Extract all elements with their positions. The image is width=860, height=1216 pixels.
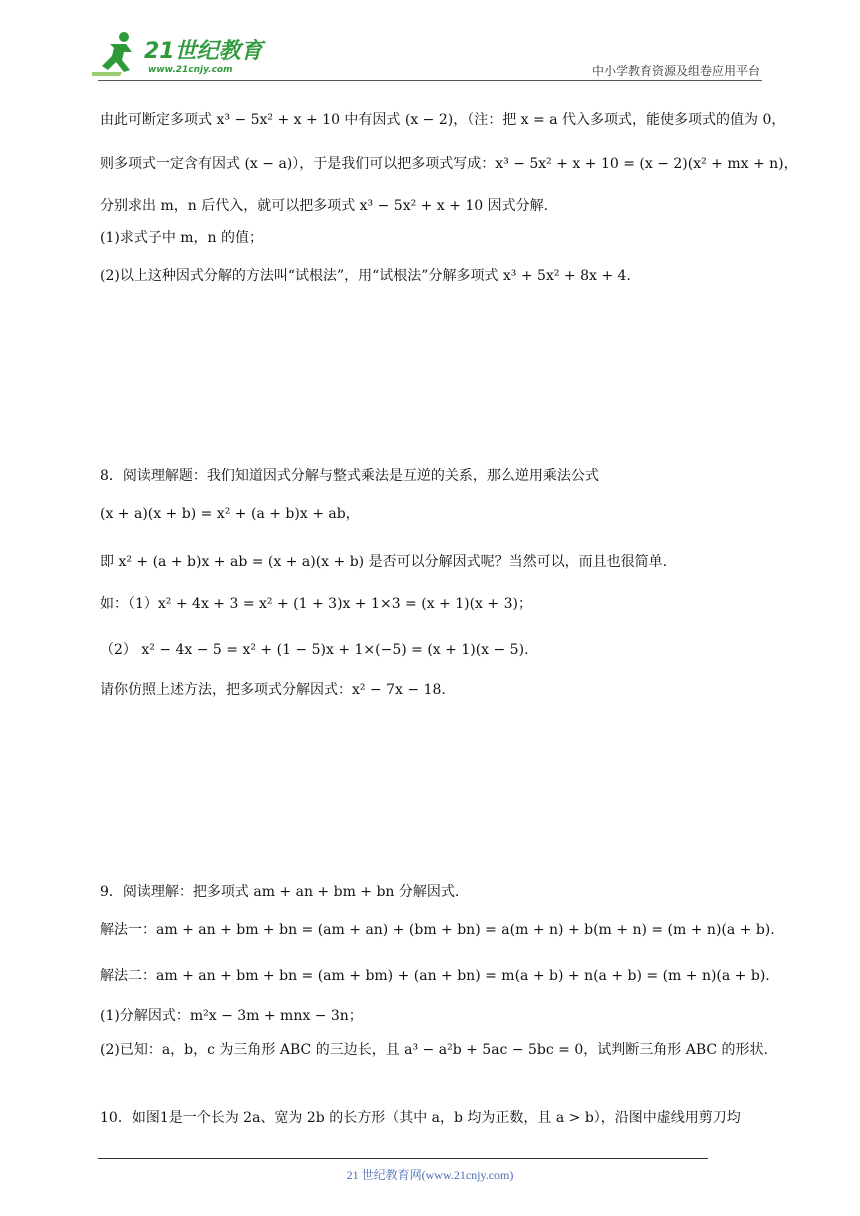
question-part: (2)已知：a，b，c 为三角形 ABC 的三边长，且 a³ − a²b + 5ac − 5bc = 0，试判断三角形 ABC 的形状.	[100, 1042, 768, 1058]
question-part: (2)以上这种因式分解的方法叫“试根法”，用“试根法”分解多项式 x³ + 5x² + 8x + 4.	[100, 268, 631, 284]
logo-text: 21世纪教育	[144, 39, 263, 64]
text-line: 由此可断定多项式 x³ − 5x² + x + 10 中有因式 (x − 2)，（注：把 x = a 代入多项式，能使多项式的值为 0，	[100, 112, 786, 128]
logo-url: www.21cnjy.com	[148, 65, 233, 75]
question-9-title: 9．阅读理解：把多项式 am + an + bm + bn 分解因式.	[100, 884, 460, 900]
footer-divider	[98, 1158, 708, 1159]
text-line: 分别求出 m，n 后代入，就可以把多项式 x³ − 5x² + x + 10 因式分解.	[100, 198, 549, 214]
solution-line: 解法二：am + an + bm + bn = (am + bm) + (an + bn) = m(a + b) + n(a + b) = (m + n)(a + b).	[100, 968, 770, 984]
solution-line: 解法一：am + an + bm + bn = (am + an) + (bm + bn) = a(m + n) + b(m + n) = (m + n)(a + b).	[100, 922, 775, 938]
logo	[92, 30, 267, 78]
example-line: （2） x² − 4x − 5 = x² + (1 − 5)x + 1×(−5) = (x + 1)(x − 5).	[100, 642, 529, 658]
question-task: 请你仿照上述方法，把多项式分解因式：x² − 7x − 18.	[100, 682, 446, 698]
question-8-title: 8．阅读理解题：我们知道因式分解与整式乘法是互逆的关系，那么逆用乘法公式	[100, 468, 599, 484]
question-10-title: 10．如图1是一个长为 2a、宽为 2b 的长方形（其中 a，b 均为正数，且 a > b），沿图中虚线用剪刀均	[100, 1110, 741, 1126]
platform-name: 中小学教育资源及组卷应用平台	[591, 64, 760, 78]
question-part: (1)求式子中 m，n 的值；	[100, 230, 264, 246]
question-part: (1)分解因式：m²x − 3m + mnx − 3n；	[100, 1008, 363, 1024]
text-line: 即 x² + (a + b)x + ab = (x + a)(x + b) 是否可以分解因式呢？当然可以，而且也很简单.	[100, 554, 668, 570]
page-header	[0, 0, 860, 80]
formula-line: (x + a)(x + b) = x² + (a + b)x + ab，	[100, 506, 360, 522]
page-footer: 21 世纪教育网(www.21cnjy.com)	[346, 1168, 514, 1182]
header-divider	[98, 80, 762, 81]
runner-icon	[92, 32, 132, 76]
text-line: 则多项式一定含有因式 (x − a)），于是我们可以把多项式写成：x³ − 5x² + x + 10 = (x − 2)(x² + mx + n)，	[100, 156, 798, 172]
example-line: 如：（1）x² + 4x + 3 = x² + (1 + 3)x + 1×3 = (x + 1)(x + 3)；	[100, 596, 532, 612]
